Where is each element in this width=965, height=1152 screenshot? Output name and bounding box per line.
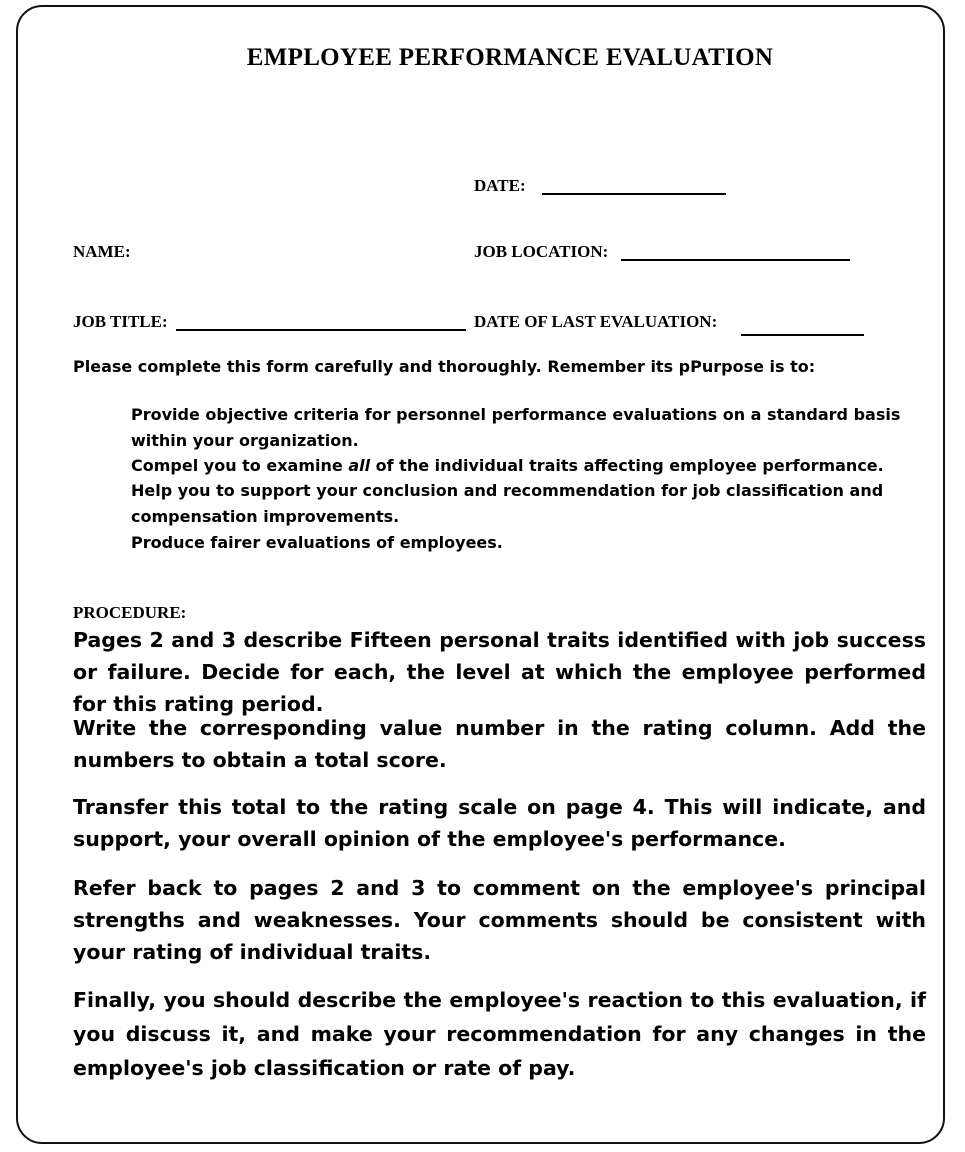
purpose-item: Produce fairer evaluations of employees.	[131, 533, 503, 552]
procedure-heading: PROCEDURE:	[73, 603, 187, 622]
form-instructions: Please complete this form carefully and thoroughly. Remember its pPurpose is to:	[73, 357, 816, 376]
purpose-text: of the individual traits affecting employee performance.	[375, 456, 884, 475]
date-field[interactable]	[542, 193, 726, 195]
purpose-text: Compel you to examine	[131, 456, 343, 475]
purpose-item	[131, 454, 911, 478]
last-evaluation-field[interactable]	[741, 334, 864, 336]
purpose-item: Help you to support your conclusion and recommendation for job classification and compensation improvements.	[131, 481, 884, 526]
date-label: DATE:	[474, 176, 526, 195]
name-label: NAME:	[73, 242, 131, 261]
job-title-field[interactable]	[176, 329, 466, 331]
emphasis-text: all	[348, 456, 371, 475]
job-title-label: JOB TITLE:	[73, 312, 168, 331]
procedure-paragraph: Pages 2 and 3 describe Fifteen personal traits identified with job success or failure. Decide for each, the level at which the employee performed for this rating period.	[73, 628, 926, 716]
procedure-paragraph: Refer back to pages 2 and 3 to comment on the employee's principal strengths and weaknesses. Your comments should be consistent with your rating of individual traits.	[73, 876, 926, 964]
procedure-paragraph: Finally, you should describe the employee's reaction to this evaluation, if you discuss it, and make your recommendation for any changes in the employee's job classification or rate of pay.	[73, 988, 926, 1080]
purpose-item: Provide objective criteria for personnel performance evaluations on a standard basis within your organization.	[131, 405, 901, 450]
procedure-paragraph: Write the corresponding value number in the rating column. Add the numbers to obtain a total score.	[73, 716, 926, 772]
job-location-field[interactable]	[621, 259, 850, 261]
last-evaluation-label: DATE OF LAST EVALUATION:	[474, 312, 718, 331]
procedure-paragraph: Transfer this total to the rating scale on page 4. This will indicate, and support, your overall opinion of the employee's performance.	[73, 795, 926, 851]
job-location-label: JOB LOCATION:	[474, 242, 609, 261]
form-title: EMPLOYEE PERFORMANCE EVALUATION	[246, 44, 774, 71]
purpose-list	[131, 402, 911, 556]
